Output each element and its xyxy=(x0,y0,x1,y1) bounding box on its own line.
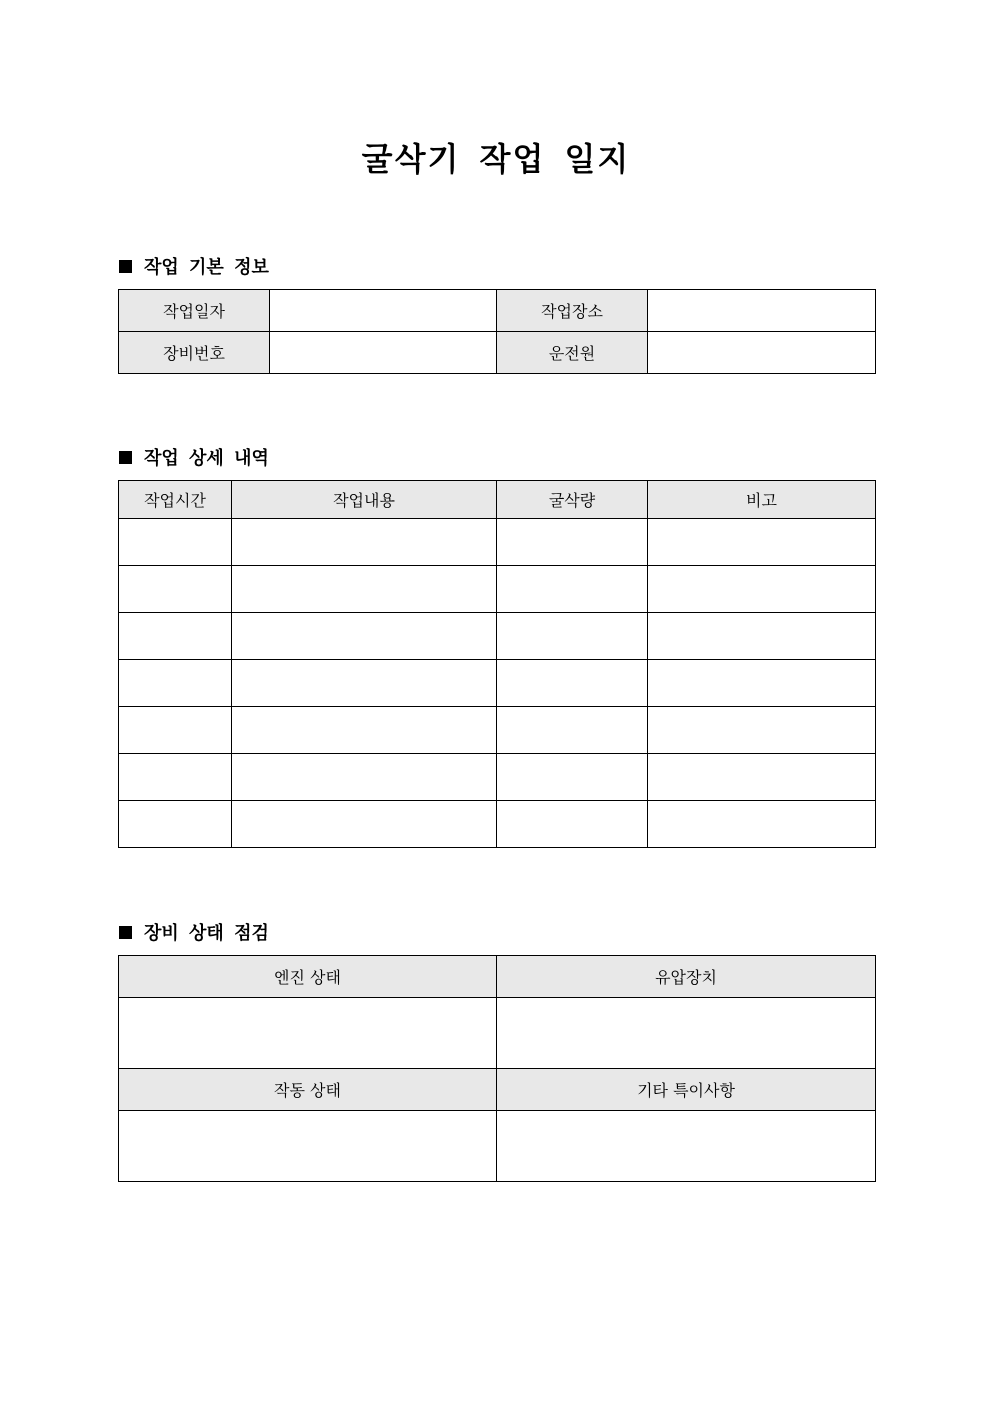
equipment-no-field[interactable] xyxy=(270,332,497,374)
work-date-field[interactable] xyxy=(270,290,497,332)
column-header-excavation-volume: 굴삭량 xyxy=(497,481,648,519)
work-time-cell[interactable] xyxy=(119,660,232,707)
column-header-work-content: 작업내용 xyxy=(232,481,497,519)
work-place-label: 작업장소 xyxy=(497,290,648,332)
work-content-cell[interactable] xyxy=(232,754,497,801)
other-notes-field[interactable] xyxy=(497,1111,876,1182)
excavation-volume-cell[interactable] xyxy=(497,754,648,801)
excavation-volume-cell[interactable] xyxy=(497,613,648,660)
table-row xyxy=(119,754,876,801)
excavation-volume-cell[interactable] xyxy=(497,566,648,613)
square-bullet-icon xyxy=(119,260,132,273)
table-header-row xyxy=(119,956,876,998)
other-notes-label: 기타 특이사항 xyxy=(497,1069,876,1111)
work-time-cell[interactable] xyxy=(119,707,232,754)
remarks-cell[interactable] xyxy=(648,566,876,613)
work-place-field[interactable] xyxy=(648,290,876,332)
square-bullet-icon xyxy=(119,926,132,939)
excavation-volume-cell[interactable] xyxy=(497,707,648,754)
remarks-cell[interactable] xyxy=(648,754,876,801)
section-heading-work-detail xyxy=(119,444,269,470)
column-header-remarks: 비고 xyxy=(648,481,876,519)
work-detail-table xyxy=(118,480,876,848)
remarks-cell[interactable] xyxy=(648,801,876,848)
table-row xyxy=(119,707,876,754)
table-row xyxy=(119,290,876,332)
work-content-cell[interactable] xyxy=(232,660,497,707)
excavation-volume-cell[interactable] xyxy=(497,801,648,848)
operator-field[interactable] xyxy=(648,332,876,374)
equipment-no-label: 장비번호 xyxy=(119,332,270,374)
work-time-cell[interactable] xyxy=(119,519,232,566)
remarks-cell[interactable] xyxy=(648,707,876,754)
column-header-work-time: 작업시간 xyxy=(119,481,232,519)
page-title: 굴삭기 작업 일지 xyxy=(361,140,631,178)
operation-status-label: 작동 상태 xyxy=(119,1069,497,1111)
work-content-cell[interactable] xyxy=(232,566,497,613)
hydraulic-system-field[interactable] xyxy=(497,998,876,1069)
table-row xyxy=(119,332,876,374)
work-content-cell[interactable] xyxy=(232,613,497,660)
equipment-check-table xyxy=(118,955,876,1182)
engine-status-label: 엔진 상태 xyxy=(119,956,497,998)
remarks-cell[interactable] xyxy=(648,519,876,566)
section-heading-equipment-check xyxy=(119,919,269,945)
basic-info-table xyxy=(118,289,876,374)
section-heading-basic-info xyxy=(119,253,269,279)
operation-status-field[interactable] xyxy=(119,1111,497,1182)
table-header-row xyxy=(119,1069,876,1111)
work-time-cell[interactable] xyxy=(119,754,232,801)
excavation-volume-cell[interactable] xyxy=(497,660,648,707)
engine-status-field[interactable] xyxy=(119,998,497,1069)
table-row xyxy=(119,998,876,1069)
work-date-label: 작업일자 xyxy=(119,290,270,332)
square-bullet-icon xyxy=(119,451,132,464)
section-heading-text: 장비 상태 점검 xyxy=(144,923,269,944)
table-row xyxy=(119,1111,876,1182)
table-row xyxy=(119,519,876,566)
section-heading-text: 작업 상세 내역 xyxy=(144,448,269,469)
section-heading-text: 작업 기본 정보 xyxy=(144,257,269,278)
table-row xyxy=(119,801,876,848)
table-row xyxy=(119,613,876,660)
work-content-cell[interactable] xyxy=(232,801,497,848)
work-time-cell[interactable] xyxy=(119,801,232,848)
remarks-cell[interactable] xyxy=(648,660,876,707)
work-time-cell[interactable] xyxy=(119,613,232,660)
work-time-cell[interactable] xyxy=(119,566,232,613)
work-content-cell[interactable] xyxy=(232,707,497,754)
remarks-cell[interactable] xyxy=(648,613,876,660)
table-header-row xyxy=(119,481,876,519)
table-row xyxy=(119,566,876,613)
table-row xyxy=(119,660,876,707)
hydraulic-system-label: 유압장치 xyxy=(497,956,876,998)
work-content-cell[interactable] xyxy=(232,519,497,566)
operator-label: 운전원 xyxy=(497,332,648,374)
excavation-volume-cell[interactable] xyxy=(497,519,648,566)
